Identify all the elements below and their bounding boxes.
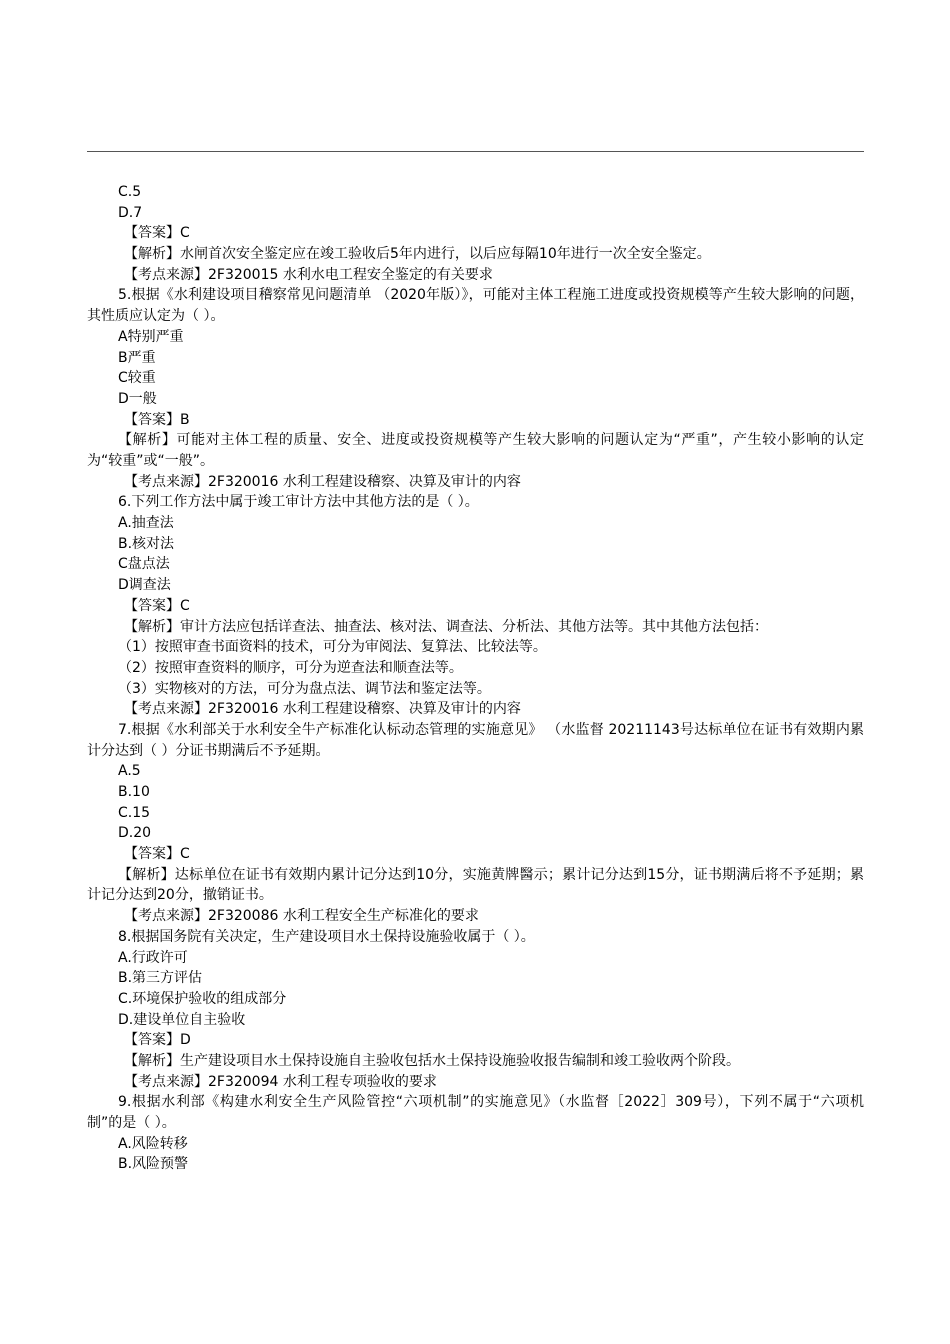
text-line: 【解析】达标单位在证书有效期内累计记分达到10分，实施黄牌醫示；累计记分达到15分，证书期满后将不予延期；累计记分达到20分，撤销证书。 bbox=[87, 866, 864, 904]
text-line: A特别严重 bbox=[118, 328, 184, 345]
text-line: （1）按照审查书面资料的技术，可分为审阅法、复算法、比较法等。 bbox=[118, 639, 547, 656]
text-line: C.5 bbox=[118, 184, 142, 200]
text-line: 8.根据国务院有关决定，生产建设项目水土保持设施验收属于（ ）。 bbox=[118, 928, 535, 945]
text-line: D.7 bbox=[118, 204, 143, 221]
header-rule bbox=[87, 151, 864, 152]
text-line: C.环境保护验收的组成部分 bbox=[118, 990, 287, 1007]
text-line: 【考点来源】2F320086 水利工程安全生产标准化的要求 bbox=[124, 908, 479, 925]
text-line: B.核对法 bbox=[118, 535, 175, 552]
text-line: 【考点来源】2F320016 水利工程建设稽察、决算及审计的内容 bbox=[124, 701, 521, 718]
text-line: （3）实物核对的方法，可分为盘点法、调节法和鉴定法等。 bbox=[118, 680, 491, 697]
text-line: D.20 bbox=[118, 825, 152, 842]
text-line: A.风险转移 bbox=[118, 1135, 188, 1152]
text-line: B.风险预警 bbox=[118, 1156, 189, 1173]
text-line: D一般 bbox=[118, 390, 157, 407]
text-line: 7.根据《水利部关于水利安全牛产标准化认标动态管理的实施意见》 （水监督 20211143号达标单位在证书有效期内累计分达到（ ）分证书期满后不予延期。 bbox=[87, 721, 864, 759]
text-line: C.15 bbox=[118, 804, 151, 821]
text-line: C盘点法 bbox=[118, 556, 170, 573]
text-line: D调查法 bbox=[118, 577, 171, 594]
text-line: D.建设单位自主验收 bbox=[118, 1011, 246, 1028]
text-line: 【答案】D bbox=[124, 1032, 191, 1049]
text-line: 【答案】B bbox=[124, 411, 190, 428]
question-content bbox=[87, 182, 864, 1175]
text-line: 【考点来源】2F320094 水利工程专项验收的要求 bbox=[124, 1073, 437, 1090]
text-line: B.10 bbox=[118, 784, 150, 801]
text-line: 5.根据《水利建设项目稽察常见问题清单 （2020年版）》，可能对主体工程施工进度或投资规模等产生较大影响的问题，其性质应认定为（ ）。 bbox=[87, 287, 864, 325]
text-line: A.行政许可 bbox=[118, 949, 188, 966]
text-line: 【答案】C bbox=[124, 597, 190, 614]
text-line: C较重 bbox=[118, 370, 156, 387]
text-line: A.抽查法 bbox=[118, 515, 174, 532]
text-line: 【答案】C bbox=[124, 846, 190, 863]
text-line: 6.下列工作方法中属于竣工审计方法中其他方法的是（ ）。 bbox=[118, 494, 479, 511]
text-line: 9.根据水利部《构建水利安全生产风险管控“六项机制”的实施意见》（水监督［2022］309号），下列不属于“六项机制”的是（ ）。 bbox=[87, 1094, 864, 1132]
text-line: 【考点来源】2F320015 水利水电工程安全鉴定的有关要求 bbox=[124, 266, 493, 283]
text-line: A.5 bbox=[118, 763, 141, 780]
text-line: 【解析】水闸首次安全鉴定应在竣工验收后5年内进行，以后应每隔10年进行一次全安全鉴定。 bbox=[124, 246, 711, 263]
text-line: 【解析】可能对主体工程的质量、安全、进度或投资规模等产生较大影响的问题认定为“严重”，产生较小影响的认定为“较重”或“一般”。 bbox=[87, 432, 864, 469]
text-line: 【解析】生产建设项目水土保持设施自主验收包括水土保持设施验收报告编制和竣工验收两个阶段。 bbox=[124, 1053, 740, 1069]
text-line: B严重 bbox=[118, 349, 156, 366]
text-line: 【考点来源】2F320016 水利工程建设稽察、决算及审计的内容 bbox=[124, 473, 521, 490]
text-line: （2）按照审查资料的顺序，可分为逆查法和顺查法等。 bbox=[118, 659, 463, 676]
text-line: 【解析】审计方法应包括详查法、抽查法、核对法、调查法、分析法、其他方法等。其中其他方法包括： bbox=[124, 618, 768, 635]
text-line: B.第三方评估 bbox=[118, 970, 203, 987]
text-line: 【答案】C bbox=[124, 225, 190, 242]
